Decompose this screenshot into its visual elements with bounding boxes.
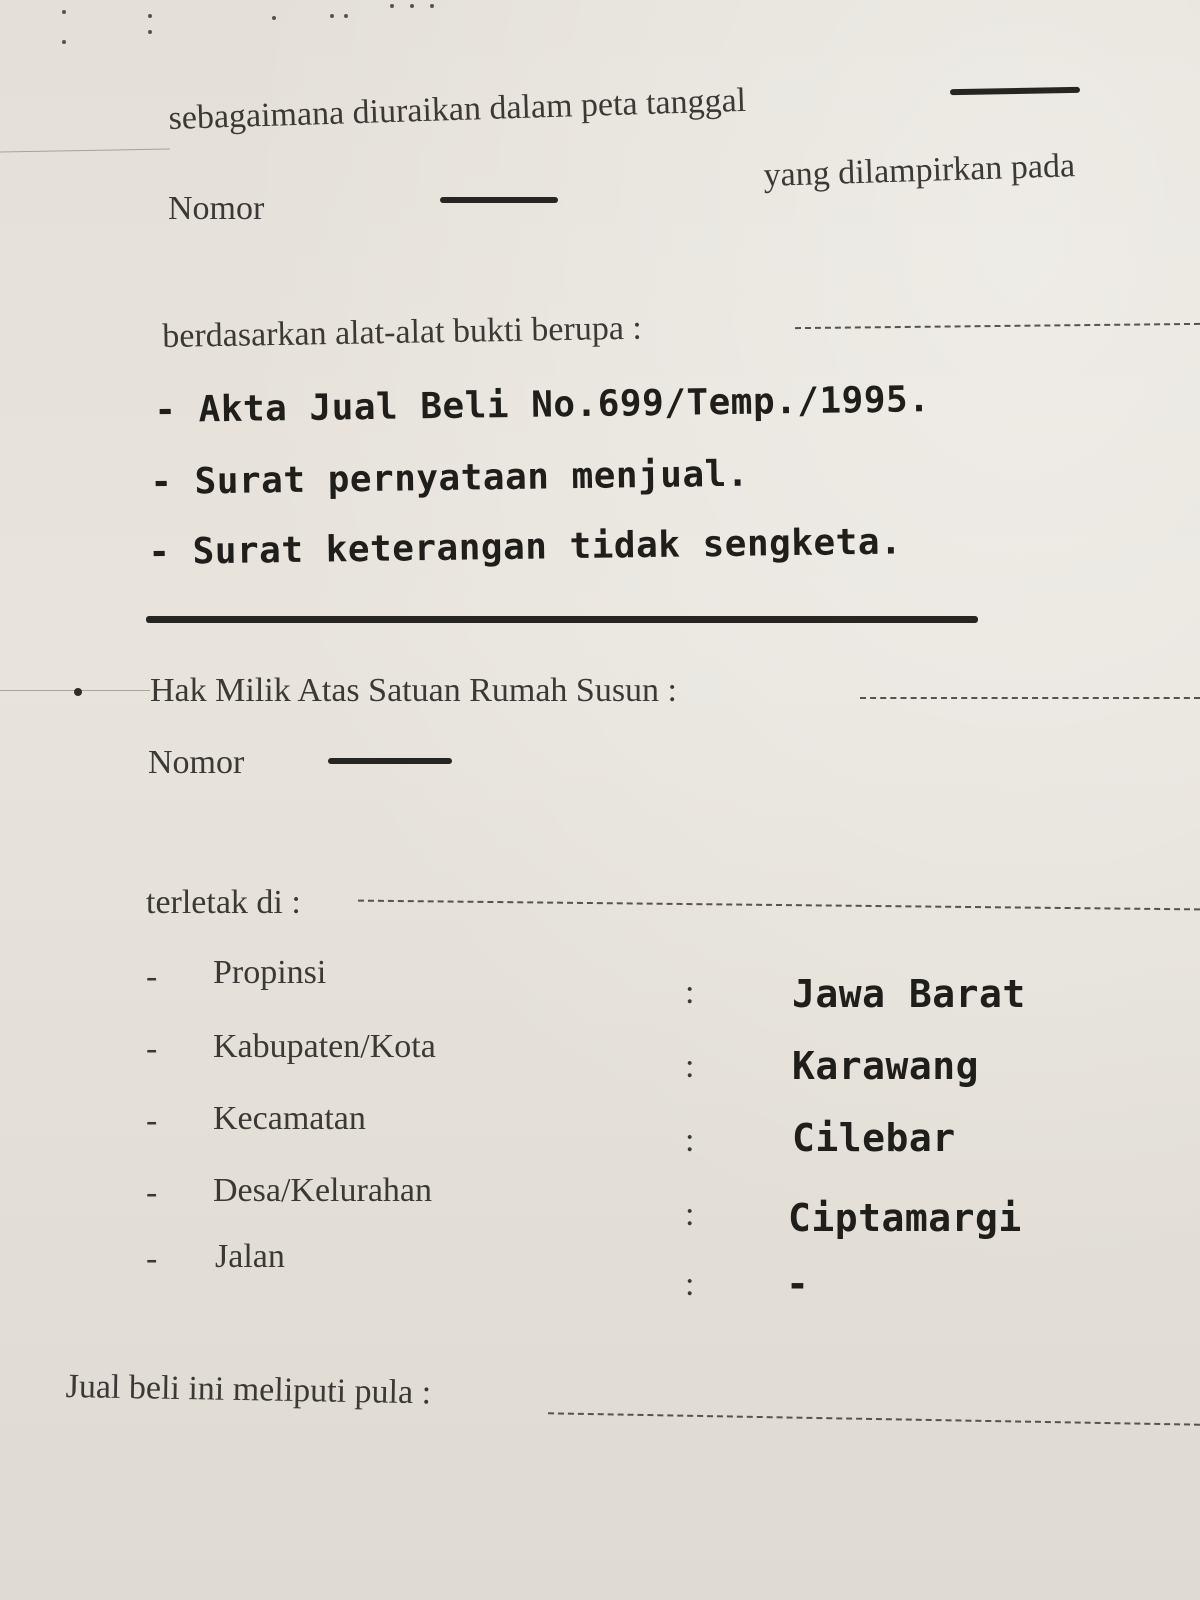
blank-tanggal-mark xyxy=(950,87,1080,95)
paper-speck xyxy=(330,14,334,18)
lokasi-field-value: Karawang xyxy=(792,1044,980,1088)
lokasi-row-bullet: - xyxy=(146,1240,158,1277)
paper-speck xyxy=(148,14,152,18)
lokasi-dashed-line xyxy=(358,900,1200,911)
lokasi-field-label: Jalan xyxy=(215,1238,285,1275)
bukti-label: berdasarkan alat-alat bukti berupa : xyxy=(162,309,643,355)
hak-milik-dashed-line xyxy=(860,697,1200,699)
lokasi-field-label: Kabupaten/Kota xyxy=(213,1028,436,1065)
paper-speck xyxy=(410,4,414,8)
lokasi-separator: : xyxy=(685,974,695,1011)
lokasi-label: terletak di : xyxy=(146,884,301,921)
paper-speck xyxy=(62,10,66,14)
bukti-closing-rule xyxy=(146,616,978,623)
bukti-item: - Surat keterangan tidak sengketa. xyxy=(148,521,903,573)
bukti-dashed-line xyxy=(795,323,1200,329)
blank-nomor-mark xyxy=(440,197,558,203)
paper-speck xyxy=(344,14,348,18)
paper-fold-line xyxy=(0,149,170,153)
lokasi-row-bullet: - xyxy=(146,1102,158,1139)
bullet-dot xyxy=(74,688,82,696)
hak-milik-nomor-label: Nomor xyxy=(148,744,245,781)
lokasi-row-bullet: - xyxy=(146,1030,158,1067)
lokasi-field-label: Propinsi xyxy=(213,954,327,991)
lokasi-row-bullet: - xyxy=(146,958,158,995)
lokasi-field-value: Cilebar xyxy=(792,1116,956,1160)
paper-speck xyxy=(62,40,66,44)
paper-speck xyxy=(148,30,152,34)
jual-beli-meliputi-label: Jual beli ini meliputi pula : xyxy=(65,1368,432,1412)
jual-beli-dashed-line xyxy=(548,1412,1200,1425)
intro-text-line2: yang dilampirkan pada xyxy=(763,147,1076,194)
bukti-item: - Akta Jual Beli No.699/Temp./1995. xyxy=(154,379,931,431)
lokasi-field-value: Ciptamargi xyxy=(788,1196,1022,1240)
paper-speck xyxy=(390,4,394,8)
lokasi-field-value: - xyxy=(786,1262,810,1306)
lokasi-separator: : xyxy=(685,1122,695,1159)
lokasi-field-value: Jawa Barat xyxy=(792,972,1026,1016)
bukti-item: - Surat pernyataan menjual. xyxy=(150,453,750,503)
lokasi-separator: : xyxy=(685,1266,695,1303)
paper-speck xyxy=(430,4,434,8)
lokasi-separator: : xyxy=(685,1196,695,1233)
intro-text-line1: sebagaimana diuraikan dalam peta tanggal xyxy=(168,81,747,137)
lokasi-row-bullet: - xyxy=(146,1174,158,1211)
intro-nomor-label: Nomor xyxy=(168,190,265,227)
paper-speck xyxy=(272,16,276,20)
blank-hak-nomor-mark xyxy=(328,758,452,764)
hak-milik-label: Hak Milik Atas Satuan Rumah Susun : xyxy=(150,672,677,709)
lokasi-separator: : xyxy=(685,1048,695,1085)
lokasi-field-label: Desa/Kelurahan xyxy=(213,1172,433,1209)
lokasi-field-label: Kecamatan xyxy=(213,1100,366,1137)
